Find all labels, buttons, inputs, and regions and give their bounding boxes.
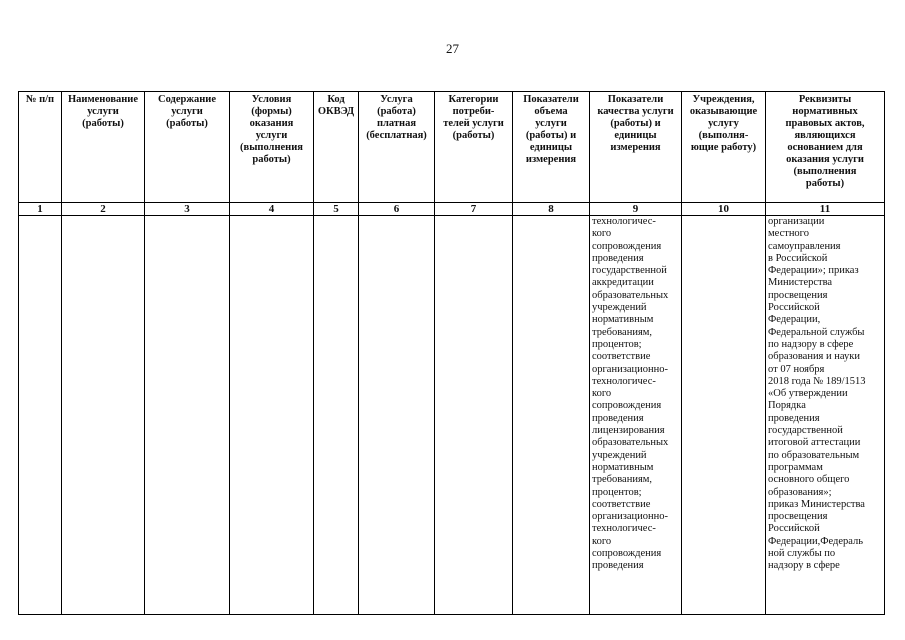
cell-consumer-categories [435,216,513,615]
cell-service-name [62,216,145,615]
column-number: 9 [590,203,682,216]
column-number: 4 [230,203,314,216]
header-cell-number [19,92,62,203]
legal-acts-text: организации местного самоуправления в Российской Федерации»; приказ Министерства просвещения Российской Федерации, Федеральной службы по надзору в сфере образования и науки от 07 ноября 2018 года № 189/1513 «Об утверждении Порядка проведения государственной итоговой аттестации по образовательным программам основного общего образования»; приказ Министерства просвещения Российской Федерации,Федераль ной службы по надзору в сфере [768,216,866,572]
header-label: Услуга (работа) платная (бесплатная) [366,94,427,141]
column-number: 2 [62,203,145,216]
header-label: Код ОКВЭД [317,94,355,117]
cell-quality-indicators [590,216,682,615]
header-label: Наименование услуги (работы) [68,94,138,129]
cell-number [19,216,62,615]
header-cell-volume-indicators [513,92,590,203]
cell-legal-acts [766,216,885,615]
header-cell-paid-free [359,92,435,203]
column-number: 11 [766,203,885,216]
cell-paid-free [359,216,435,615]
header-label: Показатели качества услуги (работы) и единицы измерения [597,94,674,153]
header-cell-okved [314,92,359,203]
header-row [19,92,885,203]
column-number: 7 [435,203,513,216]
header-cell-consumer-categories [435,92,513,203]
header-label: Показатели объема услуги (работы) и единицы измерения [523,94,579,165]
header-label: Реквизиты нормативных правовых актов, являющихся основанием для оказания услуги (выполнения работы) [785,94,865,189]
cell-conditions [230,216,314,615]
column-number: 1 [19,203,62,216]
header-cell-service-content [145,92,230,203]
table-row [19,216,885,615]
header-cell-legal-acts [766,92,885,203]
cell-volume-indicators [513,216,590,615]
header-label: Условия (формы) оказания услуги (выполнения работы) [240,94,303,165]
column-number: 5 [314,203,359,216]
services-table-sheet [18,91,884,609]
header-cell-institutions [682,92,766,203]
column-number: 3 [145,203,230,216]
header-label: Учреждения, оказывающие услугу (выполня- ющие работу) [689,94,758,153]
services-table [18,91,885,615]
column-number: 8 [513,203,590,216]
header-cell-conditions [230,92,314,203]
header-label: Содержание услуги (работы) [158,94,216,129]
cell-okved [314,216,359,615]
header-label: № п/п [25,94,55,105]
page-number: 27 [446,41,459,56]
quality-indicators-text: технологичес- кого сопровождения проведения государственной аккредитации образовательных учреждений нормативным требованиям, процентов; соответствие организационно- технологичес- кого сопровождения проведения лицензирования образовательных учреждений нормативным требованиям, процентов; соответствие организационно- технологичес- кого сопровождения проведения [592,216,669,572]
header-label: Категории потреби- телей услуги (работы) [443,94,504,141]
cell-institutions [682,216,766,615]
header-cell-quality-indicators [590,92,682,203]
column-number: 6 [359,203,435,216]
header-cell-service-name [62,92,145,203]
cell-service-content [145,216,230,615]
column-number-row [19,203,885,216]
column-number: 10 [682,203,766,216]
